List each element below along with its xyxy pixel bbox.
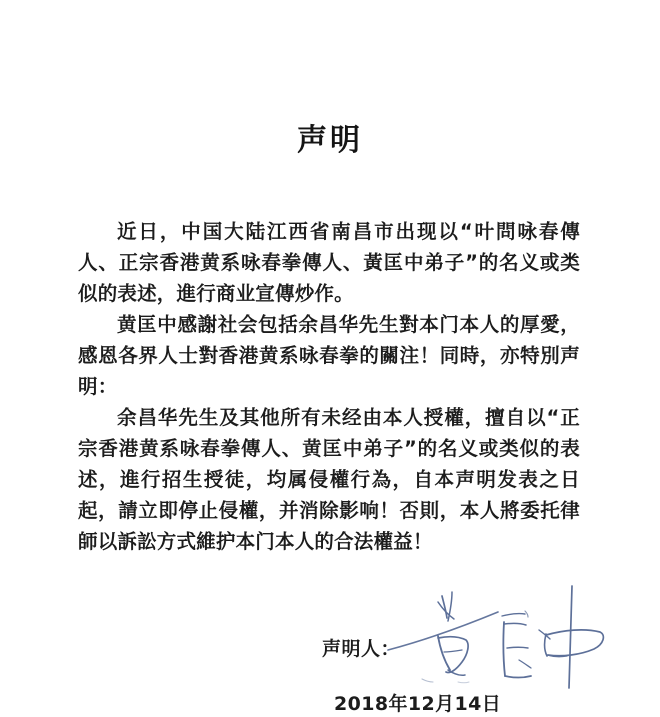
statement-body: [78, 216, 580, 557]
handwritten-signature: [386, 578, 636, 696]
page-title: 声明: [297, 123, 363, 158]
statement-paragraph: 黄匡中感謝社会包括余昌华先生對本门本人的厚愛，感恩各界人士對香港黄系咏春拳的關注！同時，亦特別声明：: [78, 313, 580, 398]
signature-date: 2018年12月14日: [334, 693, 502, 715]
statement-paragraph: 近日，中国大陆江西省南昌市出现以“叶問咏春傳人、正宗香港黄系咏春拳傳人、黃匡中弟子”的名义或类似的表述，進行商业宣傳炒作。: [78, 220, 580, 305]
statement-paragraph: 余昌华先生及其他所有未经由本人授權，擅自以“正宗香港黄系咏春拳傳人、黄匡中弟子”的名义或类似的表述，進行招生授徒，均属侵權行為，自本声明发表之日起，請立即停止侵權，并消除影响！否則，本人將委托律師以訴訟方式維护本门本人的合法權益！: [78, 406, 580, 553]
signatory-label: 声明人：: [322, 638, 401, 660]
